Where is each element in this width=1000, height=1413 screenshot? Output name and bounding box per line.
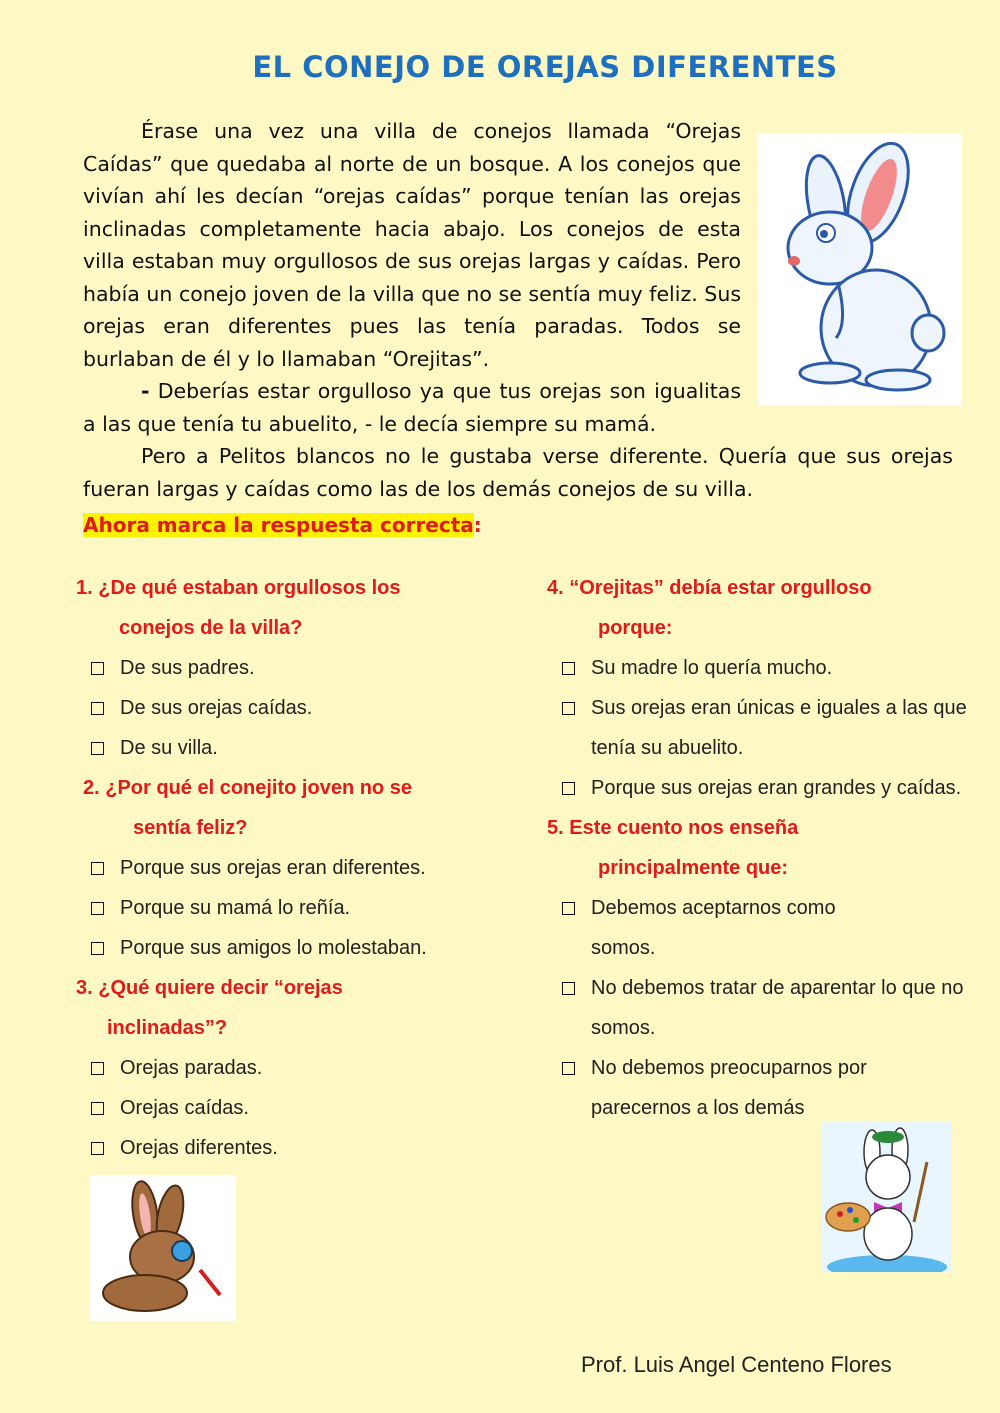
option-5a[interactable]: Debemos aceptarnos como somos. <box>547 888 967 968</box>
brown-rabbit-illustration <box>90 1175 236 1321</box>
painter-rabbit-illustration <box>822 1122 952 1272</box>
story-paragraph-1: Érase una vez una villa de conejos llamada “Orejas Caídas” que quedaba al norte de un bosque. A los conejos que vivían ahí les decían “orejas caídas” porque tenían las orejas inclinadas completamente hacia abajo. Los conejos de esta villa estaban muy orgullosos de sus orejas largas y caídas. Pero había un conejo joven de la villa que no se sentía muy feliz. Sus orejas eran diferentes pues las tenía paradas. Todos se burlaban de él y lo llamaban “Orejitas”. <box>83 119 741 371</box>
option-5b[interactable]: No debemos tratar de aparentar lo que no somos. <box>547 968 967 1048</box>
question-2: 2. ¿Por qué el conejito joven no se sentía feliz? <box>83 777 412 839</box>
question-4: 4. “Orejitas” debía estar orgulloso porque: <box>547 577 872 639</box>
option-4c[interactable]: Porque sus orejas eran grandes y caídas. <box>547 768 967 808</box>
question-1: 1. ¿De qué estaban orgullosos los conejos de la villa? <box>76 577 401 639</box>
option-1a[interactable]: De sus padres. <box>76 648 516 688</box>
option-4b[interactable]: Sus orejas eran únicas e iguales a las que tenía su abuelito. <box>547 688 967 768</box>
story-paragraph-2: - Deberías estar orgulloso ya que tus orejas son igualitas a las que tenía tu abuelito, - le decía siempre su mamá. <box>83 379 741 436</box>
white-rabbit-illustration <box>758 133 962 405</box>
question-5: 5. Este cuento nos enseña principalmente que: <box>547 817 799 879</box>
page-title: EL CONEJO DE OREJAS DIFERENTES <box>252 50 838 84</box>
option-3c[interactable]: Orejas diferentes. <box>76 1128 516 1168</box>
option-2b[interactable]: Porque su mamá lo reñía. <box>76 888 516 928</box>
checkbox[interactable] <box>562 1062 575 1075</box>
questions-right-column <box>547 568 967 1128</box>
checkbox[interactable] <box>91 1062 104 1075</box>
option-4a[interactable]: Su madre lo quería mucho. <box>547 648 967 688</box>
checkbox[interactable] <box>91 862 104 875</box>
question-3: 3. ¿Qué quiere decir “orejas inclinadas”? <box>76 977 343 1039</box>
option-3a[interactable]: Orejas paradas. <box>76 1048 516 1088</box>
checkbox[interactable] <box>91 742 104 755</box>
option-1c[interactable]: De su villa. <box>76 728 516 768</box>
author-signature: Prof. Luis Angel Centeno Flores <box>581 1352 892 1377</box>
option-1b[interactable]: De sus orejas caídas. <box>76 688 516 728</box>
option-2a[interactable]: Porque sus orejas eran diferentes. <box>76 848 516 888</box>
checkbox[interactable] <box>562 902 575 915</box>
option-3b[interactable]: Orejas caídas. <box>76 1088 516 1128</box>
option-2c[interactable]: Porque sus amigos lo molestaban. <box>76 928 516 968</box>
checkbox[interactable] <box>91 702 104 715</box>
checkbox[interactable] <box>91 902 104 915</box>
checkbox[interactable] <box>91 942 104 955</box>
checkbox[interactable] <box>562 702 575 715</box>
checkbox[interactable] <box>91 1102 104 1115</box>
option-5c[interactable]: No debemos preocuparnos por parecernos a los demás <box>547 1048 967 1128</box>
checkbox[interactable] <box>562 782 575 795</box>
story-paragraph-3: Pero a Pelitos blancos no le gustaba verse diferente. Quería que sus orejas fueran largas y caídas como las de los demás conejos de su villa. <box>83 444 953 501</box>
questions-left-column <box>76 568 516 1168</box>
checkbox[interactable] <box>562 662 575 675</box>
instruction: Ahora marca la respuesta correcta: <box>83 513 482 537</box>
checkbox[interactable] <box>562 982 575 995</box>
checkbox[interactable] <box>91 662 104 675</box>
checkbox[interactable] <box>91 1142 104 1155</box>
